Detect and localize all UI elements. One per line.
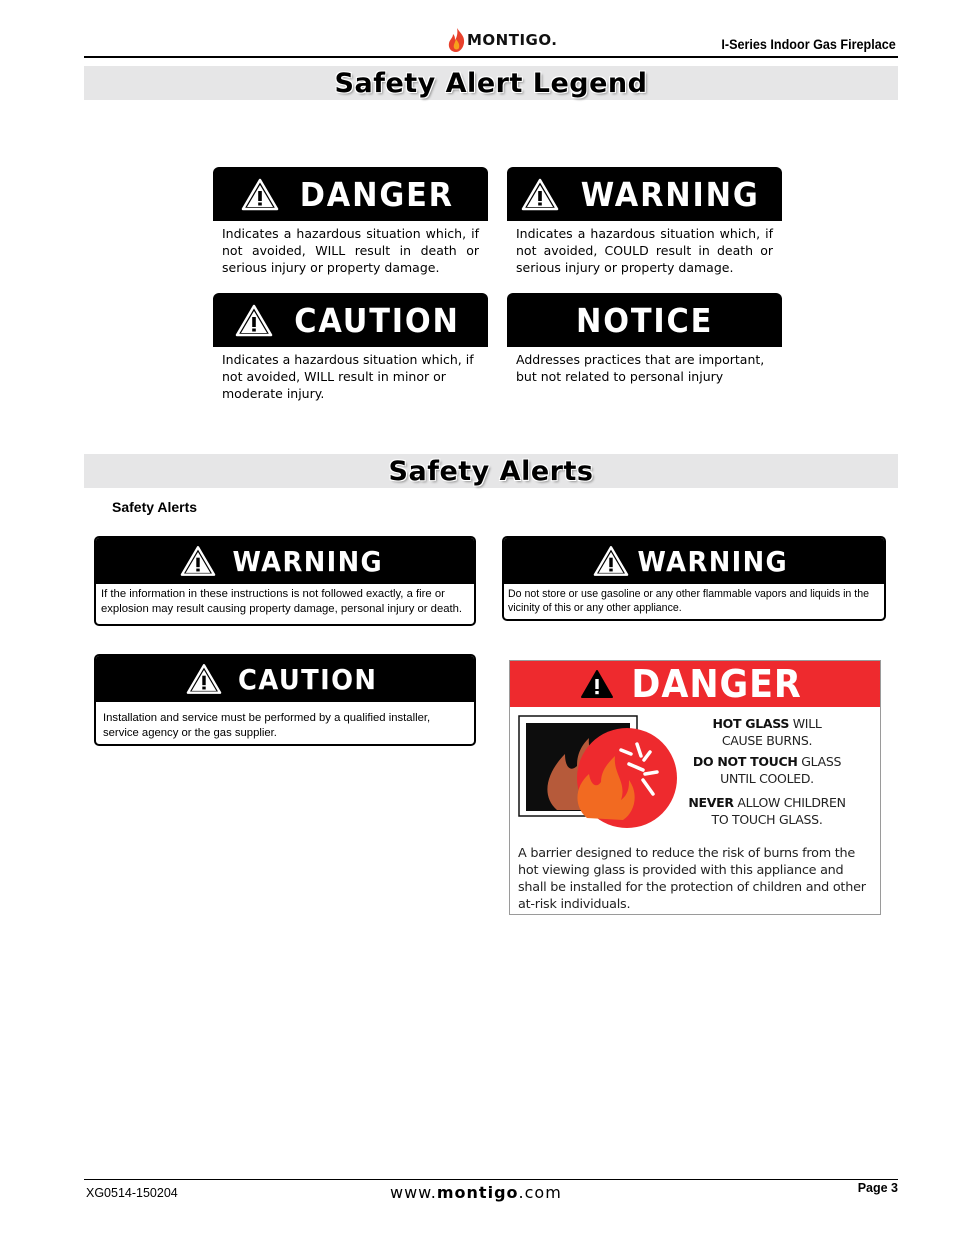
warning-triangle-icon <box>180 545 216 577</box>
alerts-subtitle: Safety Alerts <box>112 499 198 515</box>
danger-line-5: NEVER ALLOW CHILDREN <box>688 795 846 810</box>
logo-text: MONTIGO. <box>467 31 558 49</box>
legend-warning-word: WARNING <box>581 174 760 214</box>
alert-warning-fire-word: WARNING <box>232 544 384 578</box>
danger-label-paragraph: A barrier designed to reduce the risk of burns from the hot viewing glass is provided with this appliance and shall be installed for the protection of children and other at-risk individuals. <box>518 846 866 912</box>
legend-danger-header <box>213 167 488 221</box>
montigo-logo <box>447 26 557 54</box>
warning-triangle-icon <box>521 178 559 211</box>
warning-triangle-icon <box>235 304 273 337</box>
alert-warning-fire-text: If the information in these instructions is not followed exactly, a fire or explosion may result causing property damage, personal injury or death. <box>101 588 463 615</box>
flame-logo-icon <box>447 27 467 53</box>
danger-line-3: DO NOT TOUCH GLASS <box>692 754 842 769</box>
legend-danger <box>213 167 488 276</box>
danger-line-2: CAUSE BURNS. <box>721 733 813 748</box>
document-title: I-Series Indoor Gas Fireplace <box>721 36 896 52</box>
warning-triangle-icon <box>593 545 629 577</box>
alert-caution-installation-header <box>96 656 474 702</box>
legend-warning <box>507 167 782 276</box>
alert-caution-installation-text: Installation and service must be performed by a qualified installer, service agency or the gas supplier. <box>103 712 431 739</box>
legend-danger-text: Indicates a hazardous situation which, if not avoided, WILL result in death or serious injury or property damage. <box>222 226 479 275</box>
legend-caution-word: CAUTION <box>293 300 460 340</box>
hot-glass-burn-pictogram <box>517 714 677 834</box>
footer-website-link[interactable]: www.montigo.com <box>390 1183 562 1202</box>
warning-triangle-icon <box>186 663 222 695</box>
alerts-section-title-bar <box>84 454 898 488</box>
footer-rule <box>84 1179 898 1180</box>
alert-warning-fire <box>94 536 476 626</box>
danger-hot-glass-label <box>509 660 881 915</box>
warning-triangle-icon <box>580 669 614 699</box>
danger-label-header <box>510 661 880 707</box>
legend-section-title-bar <box>84 66 898 100</box>
alert-warning-flammable-text: Do not store or use gasoline or any other flammable vapors and liquids in the vicinity of this or any other appliance. <box>508 588 869 614</box>
alerts-section-title: Safety Alerts <box>388 455 594 487</box>
alert-caution-installation-word: CAUTION <box>238 662 378 696</box>
header-rule <box>84 56 898 58</box>
legend-notice-header <box>507 293 782 347</box>
legend-warning-header <box>507 167 782 221</box>
legend-notice-text: Addresses practices that are important, but not related to personal injury <box>516 352 765 384</box>
alert-warning-fire-header <box>96 538 474 584</box>
footer-page-number: Page 3 <box>857 1181 898 1195</box>
legend-danger-word: DANGER <box>299 174 454 214</box>
legend-notice <box>507 293 782 385</box>
danger-line-6: TO TOUCH GLASS. <box>711 812 823 827</box>
warning-triangle-icon <box>241 178 279 211</box>
legend-caution <box>213 293 488 402</box>
legend-caution-text: Indicates a hazardous situation which, if not avoided, WILL result in minor or moderate injury. <box>222 352 474 401</box>
alert-warning-flammable <box>502 536 886 621</box>
alert-warning-flammable-header <box>504 538 884 584</box>
danger-line-4: UNTIL COOLED. <box>720 771 814 786</box>
danger-line-1: HOT GLASS WILL <box>712 716 822 731</box>
legend-warning-text: Indicates a hazardous situation which, if not avoided, COULD result in death or serious injury or property damage. <box>516 226 773 275</box>
alert-warning-flammable-word: WARNING <box>637 544 789 578</box>
legend-caution-header <box>213 293 488 347</box>
danger-label-word: DANGER <box>631 662 803 706</box>
legend-notice-word: NOTICE <box>575 300 714 340</box>
footer-document-code: XG0514-150204 <box>86 1186 178 1200</box>
legend-section-title: Safety Alert Legend <box>334 67 648 99</box>
alert-caution-installation <box>94 654 476 746</box>
